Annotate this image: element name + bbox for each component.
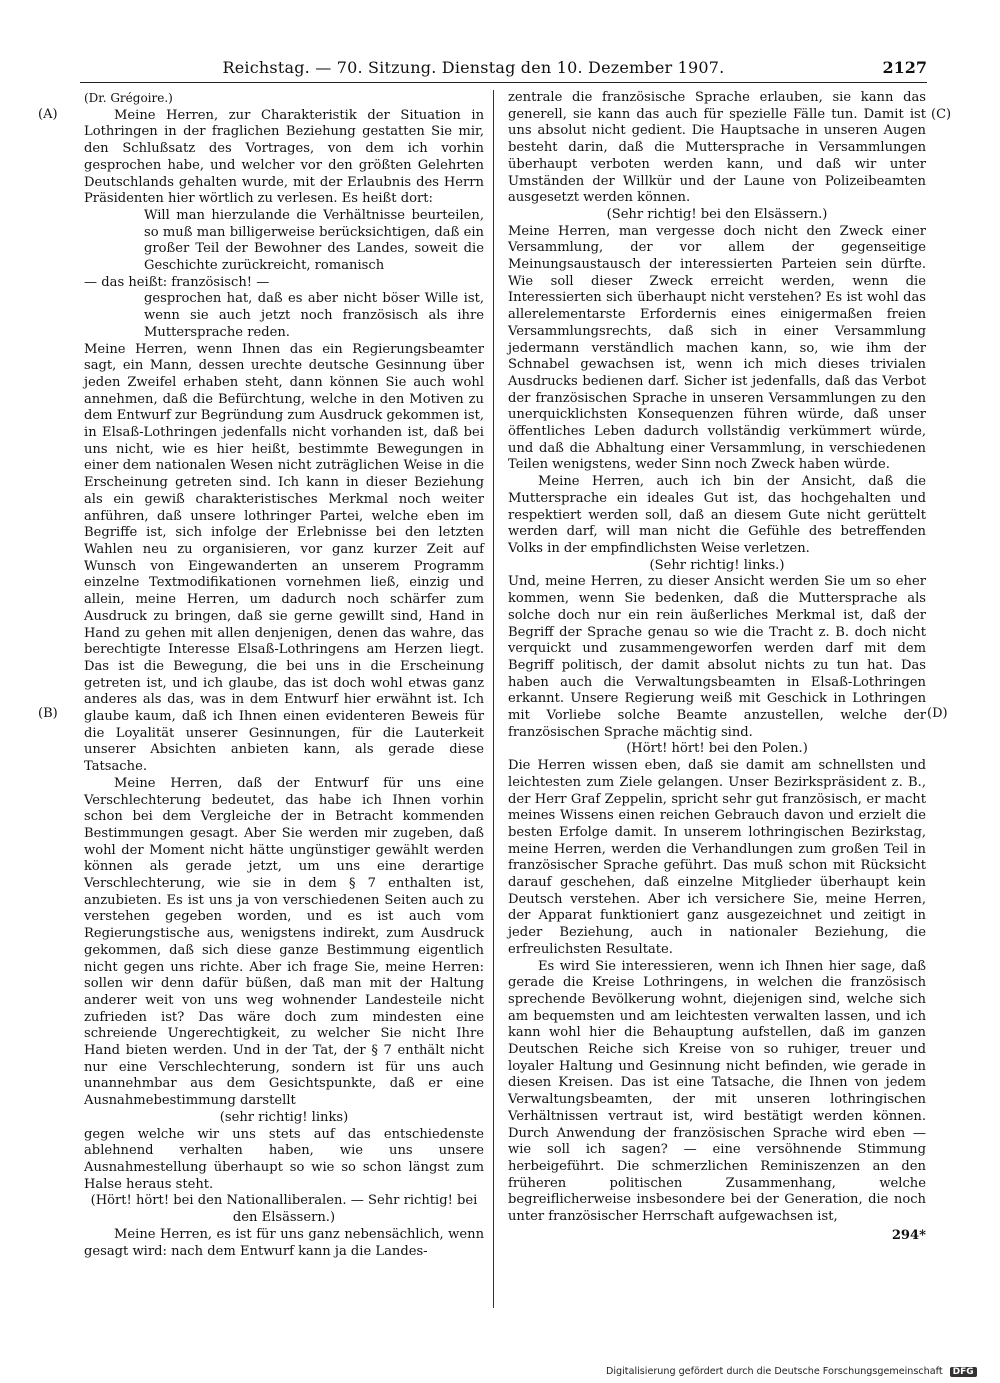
margin-mark-b: (B) [38,706,58,721]
page-footer [606,1366,977,1377]
page-number: 2127 [882,58,927,77]
paragraph: Meine Herren, man vergesse doch nicht den Zweck einer Versammlung, der vor allem der gegenseitige Meinungsaustausch der interessierten Parteien sein dürfte. Wie soll dieser Zweck erreicht werden, wenn die Interessierten sich überhaupt nicht verstehen? Es ist wohl das allerelementarste Erfordernis eines einigermaßen freien Versammlungsrechts, daß sich in einer Versammlung jedermann verständlich machen kann, so, wie ihm der Schnabel gewachsen ist, wenn ich mich dieses trivialen Ausdrucks bedienen darf. Sicher ist jedenfalls, daß das Verbot der französischen Sprache in unseren Versammlungen zu den unerquicklichsten Konsequenzen führen würde, daß unser öffentliches Leben dadurch vollständig verkümmert würde, und daß die Abhaltung einer Versammlung, in verschiedenen Teilen wenigstens, weder Sinn noch Zweck haben würde. [508,223,926,473]
running-head: Reichstag. — 70. Sitzung. Dienstag den 10. Dezember 1907. [222,58,725,77]
margin-mark-d: (D) [927,706,948,721]
paragraph: zentrale die französische Sprache erlauben, sie kann das generell, sie kann das auch für spezielle Fälle tun. Damit ist uns absolut nicht gedient. Die Hauptsache in unseren Augen besteht darin, daß die Muttersprache in Versammlungen überhaupt verboten werden kann, und daß wir unter Umständen der Willkür und der Laune von Polizeibeamten ausgesetzt werden können. [508,90,926,206]
margin-mark-c: (C) [931,107,952,122]
paragraph: Meine Herren, zur Charakteristik der Situation in Lothringen in der fraglichen Beziehung gestatten Sie mir, den Schlußsatz des Vortrages, von dem ich vorhin gesprochen habe, und welcher vor den größten Gelehrten Deutschlands gehalten wurde, mit der Erlaubnis des Herrn Präsidenten hier wörtlich zu verlesen. Es heißt dort: [84,107,484,207]
paragraph: Es wird Sie interessieren, wenn ich Ihnen hier sage, daß gerade die Kreise Lothringens, in welchen die französisch sprechende Bevölkerung wohnt, diejenigen sind, welche sich am bequemsten und am leichtesten verwalten lassen, und ich kann wohl hier die Behauptung aufstellen, daß im ganzen Deutschen Reiche sich Kreise von so ruhiger, treuer und loyaler Haltung und Gesinnung nicht befinden, wie gerade in diesen Kreisen. Das ist eine Tatsache, die Ihnen von jedem Verwaltungsbeamten, der mit unseren lothringischen Verhältnissen vertraut ist, wird bestätigt werden können. Durch Anwendung der französischen Sprache wird eben — wie soll ich sagen? — eine versöhnende Stimmung herbeigeführt. Die schmerzlichen Reminiszenzen an den früheren politischen Zusammenhang, welche begreiflicherweise insbesondere bei der Generation, die noch unter französischer Herrschaft aufgewachsen ist, [508,958,926,1225]
paragraph: gegen welche wir uns stets auf das entschiedenste ablehnend verhalten haben, wie uns unsere Ausnahmestellung überhaupt so wie so schon längst zum Halse heraus steht. [84,1126,484,1192]
footer-text: Digitalisierung gefördert durch die Deutsche Forschungsgemeinschaft [606,1366,943,1377]
paragraph: Die Herren wissen eben, daß sie damit am schnellsten und leichtesten zum Ziele gelangen. Unser Bezirkspräsident z. B., der Herr Graf Zeppelin, spricht sehr gut französisch, er macht meines Wissens einen reichen Gebrauch davon und erzielt die besten Erfolge damit. In unserem lothringischen Bezirkstag, meine Herren, werden die Verhandlungen zum großen Teil in französischer Sprache geführt. Das muß schon mit Rücksicht darauf geschehen, daß einzelne Mitglieder überhaupt kein Deutsch verstehen. Aber ich versichere Sie, meine Herren, der Apparat funktioniert ganz ausgezeichnet und zeitigt in jeder Beziehung, auch in nationaler Beziehung, die erfreulichsten Resultate. [508,758,926,957]
paragraph: Meine Herren, wenn Ihnen das ein Regierungsbeamter sagt, ein Mann, dessen urechte deutsche Gesinnung über jeden Zweifel erhaben steht, dann können Sie auch wohl annehmen, daß die Befürchtung, welche in den Motiven zu dem Entwurf zur Begründung zum Ausdruck gekommen ist, in Elsaß-Lothringen jedenfalls nicht vorhanden ist, daß bei uns nicht, wie es hier heißt, bestimmte Bewegungen in einer dem nationalen Wesen nicht zuträglichen Weise in die Erscheinung getreten sind. Ich kann in dieser Beziehung als ein gewiß charakteristisches Merkmal noch weiter anführen, daß unsere lothringer Partei, welche eben im Begriffe ist, sich infolge der Erlebnisse bei den letzten Wahlen neu zu organisieren, vor ganz kurzer Zeit auf Wunsch von Eingewanderten an unserem Programm einzelne Textmodifikationen vornehmen ließ, einzig und allein, meine Herren, um dadurch noch schärfer zum Ausdruck zu bringen, daß sie gerne gewillt sind, Hand in Hand zu gehen mit allen denjenigen, denen das wahre, das berechtigte Interesse Elsaß-Lothringens am Herzen liegt. Das ist die Bewegung, die bei uns in die Erscheinung getreten ist, und ich glaube, das ist doch wohl etwas ganz anderes als das, was in dem Entwurf hier erwähnt ist. Ich glaube kaum, daß ich Ihnen einen evidenteren Beweis für die Loyalität unserer Gesinnungen, für die Lauterkeit unserer Absichten anbieten kann, als gerade diese Tatsache. [84,341,484,775]
column-divider [493,90,494,1308]
sheet-signature: 294* [891,1227,926,1243]
interjection: (Hört! hört! bei den Polen.) [626,741,808,757]
paragraph: — das heißt: französisch! — [84,274,270,290]
right-column [508,90,926,1245]
right-paragraphs [508,90,926,1226]
left-column [84,90,484,1260]
paragraph: Will man hierzulande die Verhältnisse beurteilen, so muß man billigerweise berücksichtigen, daß ein großer Teil der Bewohner des Landes, soweit die Geschichte zurückreicht, romanisch [144,207,484,274]
margin-mark-a: (A) [38,107,58,122]
interjection: (Sehr richtig! links.) [649,557,785,573]
paragraph: Meine Herren, auch ich bin der Ansicht, daß die Muttersprache ein ideales Gut ist, das hochgehalten und respektiert werden soll, daß an diesem Gute nicht gerüttelt werden darf, will man nicht die Gefühle des betreffenden Volks in der empfindlichsten Weise verletzen. [508,474,926,556]
interjection: (sehr richtig! links) [219,1109,349,1125]
interjection: (Sehr richtig! bei den Elsässern.) [606,206,828,222]
paragraph: Meine Herren, es ist für uns ganz nebensächlich, wenn gesagt wird: nach dem Entwurf kann ja die Landes- [84,1226,484,1259]
speaker-label: (Dr. Grégoire.) [84,91,173,105]
page-header [80,58,927,83]
paragraph: gesprochen hat, daß es aber nicht böser Wille ist, wenn sie auch jetzt noch französisch als ihre Muttersprache reden. [144,291,484,340]
interjection: (Hört! hört! bei den Nationalliberalen. — Sehr richtig! bei den Elsässern.) [90,1193,478,1226]
paragraph: Meine Herren, daß der Entwurf für uns eine Verschlechterung bedeutet, das habe ich Ihnen vorhin schon bei dem Vergleiche der in Betracht kommenden Bestimmungen gesagt. Aber Sie werden mir zugeben, daß wohl der Moment nicht hätte ungünstiger gewählt werden können als gerade jetzt, um uns eine derartige Verschlechterung, wie sie in dem § 7 enthalten ist, anzubieten. Es ist uns ja von verschiedenen Seiten auch zu verstehen gegeben worden, und es ist auch vom Regierungstische aus, wenigstens indirekt, zum Ausdruck gekommen, daß sich diese ganze Bestimmung eigentlich nicht gegen uns richte. Aber ich frage Sie, meine Herren: sollen wir denn dafür büßen, daß man mit der Haltung anderer weit von uns weg wohnender Landesteile nicht zufrieden ist? Das wäre doch zum mindesten eine schreiende Ungerechtigkeit, zu welcher Sie nicht Ihre Hand bieten werden. Und in der Tat, der § 7 enthält nicht nur eine Verschlechterung, sondern ist für uns auch unannehmbar aus dem Gesichtspunkte, daß er eine Ausnahmebestimmung darstellt [84,775,484,1109]
left-paragraphs [84,108,484,1261]
dfg-logo: DFG [950,1367,977,1377]
paragraph: Und, meine Herren, zu dieser Ansicht werden Sie um so eher kommen, wenn Sie bedenken, daß die Muttersprache als solche doch nur ein rein äußerliches Merkmal ist, daß der Begriff der Sprache genau so wie die Tracht z. B. doch nicht verquickt und zusammengeworfen werden darf mit dem Begriff politisch, der damit absolut nichts zu tun hat. Das haben auch die Verwaltungsbeamten in Elsaß-Lothringen erkannt. Unsere Regierung weiß mit Geschick in Lothringen mit Vorliebe solche Beamte anzustellen, welche der französischen Sprache mächtig sind. [508,574,926,740]
